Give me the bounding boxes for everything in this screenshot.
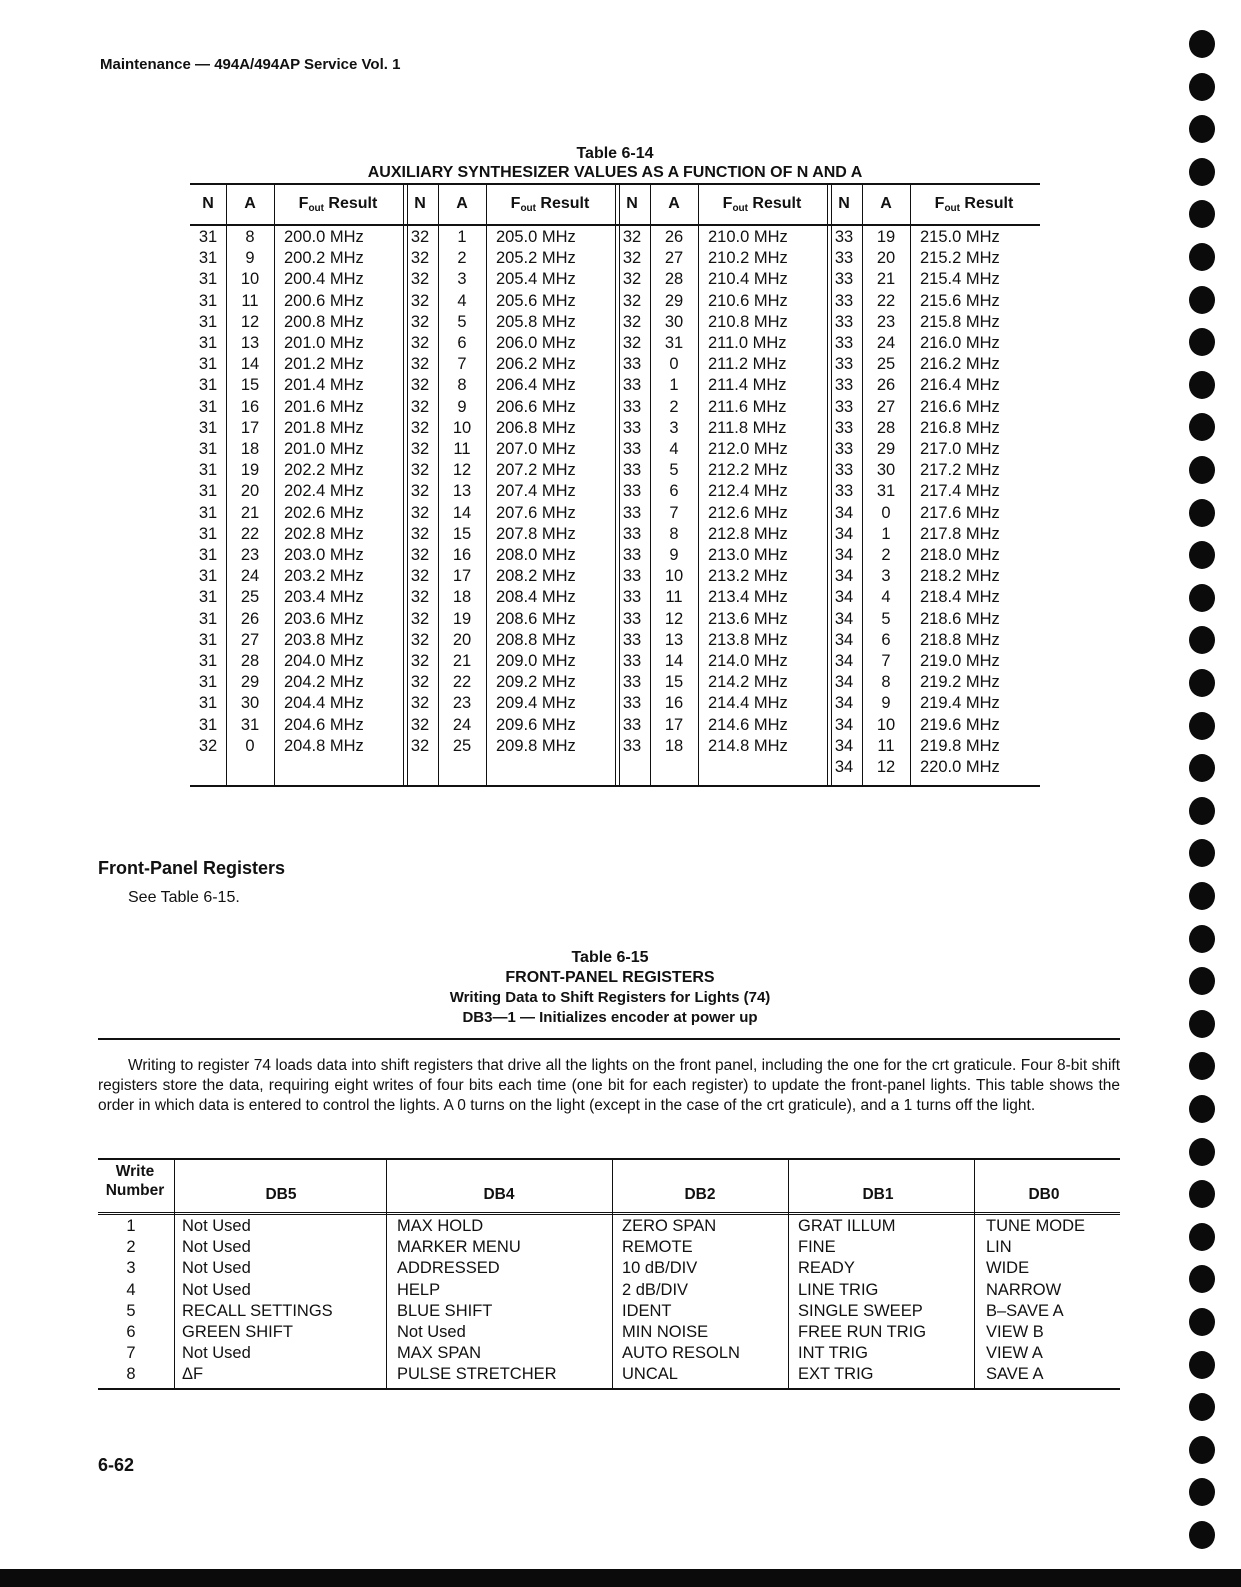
binding-hole: [1189, 499, 1215, 527]
binding-hole: [1189, 1478, 1215, 1506]
n-column: 32 32 32 32 32 32 32 32 32 32 32 32 32 32 32 32 32 32 32 32 32 32 32 32 32: [410, 228, 430, 755]
binding-hole: [1189, 541, 1215, 569]
column-divider: [698, 185, 699, 785]
fout-result-label: Result: [959, 195, 1014, 212]
binding-hole: [1189, 754, 1215, 782]
header-a: A: [456, 195, 468, 212]
binding-hole: [1189, 158, 1215, 186]
fout-column: 215.0 MHz 215.2 MHz 215.4 MHz 215.6 MHz 215.8 MHz 216.0 MHz 216.2 MHz 216.4 MHz 216.6 MHz 216.8 MHz 217.0 MHz 217.2 MHz 217.4 MHz 217.6 MHz 217.8 MHz 218.0 MHz 218.2 MHz 218.4 MHz 218.6 MHz 218.8 MHz 219.0 MHz 219.2 MHz 219.4 MHz 219.6 MHz 219.8 MHz 220.0 MHz: [920, 228, 1000, 777]
fout-result-label: Result: [535, 195, 590, 212]
a-column: 1 2 3 4 5 6 7 8 9 10 11 12 13 14 15 16 17 18 19 20 21 22 23 24 25: [452, 228, 472, 755]
binding-hole: [1189, 115, 1215, 143]
table-6-14: [190, 183, 1040, 787]
header-a: A: [880, 195, 892, 212]
header-a: A: [244, 195, 256, 212]
a-column: 26 27 28 29 30 31 0 1 2 3 4 5 6 7 8 9 10 11 12 13 14 15 16 17 18: [664, 228, 684, 755]
header-fout-result: [698, 185, 826, 224]
header-db1: DB1: [862, 1186, 894, 1203]
binding-hole: [1189, 73, 1215, 101]
table-6-15-subtitle-2: DB3—1 — Initializes encoder at power up: [462, 1009, 758, 1026]
binding-hole: [1189, 882, 1215, 910]
table-6-15: [98, 1158, 1120, 1390]
header-db5: DB5: [265, 1186, 297, 1203]
binding-hole: [1189, 1308, 1215, 1336]
binding-hole: [1189, 1138, 1215, 1166]
binding-hole: [1189, 328, 1215, 356]
fout-subscript: out: [944, 203, 960, 214]
header-n: N: [202, 195, 214, 212]
column-divider: [974, 1160, 975, 1388]
table-6-15-title: FRONT-PANEL REGISTERS: [505, 969, 715, 986]
binding-hole: [1189, 371, 1215, 399]
table-6-14-caption: [190, 144, 1040, 182]
binding-hole: [1189, 200, 1215, 228]
binding-hole: [1189, 286, 1215, 314]
column-divider: [486, 185, 487, 785]
binding-hole: [1189, 456, 1215, 484]
binding-hole: [1189, 1393, 1215, 1421]
column-divider: [650, 185, 651, 785]
column-divider: [862, 185, 863, 785]
table-6-15-header-row: [98, 1160, 1120, 1215]
binding-hole: [1189, 30, 1215, 58]
binding-hole: [1189, 1180, 1215, 1208]
header-n: N: [626, 195, 638, 212]
page-number: 6-62: [98, 1455, 135, 1475]
binding-hole: [1189, 1436, 1215, 1464]
binding-hole: [1189, 797, 1215, 825]
binding-hole: [1189, 1521, 1215, 1549]
fout-result-label: Result: [323, 195, 378, 212]
header-n: N: [414, 195, 426, 212]
header-fout-result: [910, 185, 1038, 224]
column-divider: [274, 185, 275, 785]
table-6-15-caption: [300, 948, 920, 1028]
header-db0: DB0: [1028, 1186, 1060, 1203]
n-column: 32 32 32 32 32 32 33 33 33 33 33 33 33 33 33 33 33 33 33 33 33 33 33 33 33: [622, 228, 642, 755]
header-db4: DB4: [483, 1186, 515, 1203]
header-fout-result: [486, 185, 614, 224]
table-6-15-description: [98, 1038, 1120, 1116]
fout-subscript: out: [732, 203, 748, 214]
db0-column: TUNE MODE LIN WIDE NARROW B–SAVE A VIEW B VIEW A SAVE A: [986, 1217, 1085, 1384]
column-divider: [386, 1160, 387, 1388]
binding-hole: [1189, 967, 1215, 995]
header-write-number: Write Number: [105, 1163, 165, 1199]
table-6-15-number: Table 6-15: [571, 949, 649, 966]
table-6-14-number: Table 6-14: [576, 145, 654, 162]
fout-column: 210.0 MHz 210.2 MHz 210.4 MHz 210.6 MHz 210.8 MHz 211.0 MHz 211.2 MHz 211.4 MHz 211.6 MHz 211.8 MHz 212.0 MHz 212.2 MHz 212.4 MHz 212.6 MHz 212.8 MHz 213.0 MHz 213.2 MHz 213.4 MHz 213.6 MHz 213.8 MHz 214.0 MHz 214.2 MHz 214.4 MHz 214.6 MHz 214.8 MHz: [708, 228, 788, 755]
binding-hole: [1189, 925, 1215, 953]
binding-hole: [1189, 1010, 1215, 1038]
binding-hole: [1189, 1095, 1215, 1123]
running-header: Maintenance — 494A/494AP Service Vol. 1: [100, 56, 401, 73]
binding-hole: [1189, 584, 1215, 612]
header-a: A: [668, 195, 680, 212]
db5-column: Not Used Not Used Not Used Not Used RECALL SETTINGS GREEN SHIFT Not Used ΔF: [182, 1217, 333, 1384]
column-divider: [174, 1160, 175, 1388]
fout-subscript: out: [308, 203, 324, 214]
fout-column: 205.0 MHz 205.2 MHz 205.4 MHz 205.6 MHz 205.8 MHz 206.0 MHz 206.2 MHz 206.4 MHz 206.6 MHz 206.8 MHz 207.0 MHz 207.2 MHz 207.4 MHz 207.6 MHz 207.8 MHz 208.0 MHz 208.2 MHz 208.4 MHz 208.6 MHz 208.8 MHz 209.0 MHz 209.2 MHz 209.4 MHz 209.6 MHz 209.8 MHz: [496, 228, 576, 755]
a-column: 8 9 10 11 12 13 14 15 16 17 18 19 20 21 22 23 24 25 26 27 28 29 30 31 0: [240, 228, 260, 755]
binding-hole: [1189, 1052, 1215, 1080]
binding-hole: [1189, 712, 1215, 740]
db4-column: MAX HOLD MARKER MENU ADDRESSED HELP BLUE SHIFT Not Used MAX SPAN PULSE STRETCHER: [397, 1217, 557, 1384]
fout-symbol: F: [298, 195, 309, 212]
binding-hole: [1189, 1223, 1215, 1251]
description-paragraph: Writing to register 74 loads data into shift registers that drive all the lights on the front panel, including the one for the crt graticule. Four 8-bit shift registers store the data, requiring eight writes of four bits each time (one bit for each register) to update the front-panel lights. This table shows the order in which data is entered to control the lights. A 0 turns on the light (except in the case of the crt graticule), and a 1 turns off the light.: [98, 1057, 1120, 1114]
n-column: 33 33 33 33 33 33 33 33 33 33 33 33 33 34 34 34 34 34 34 34 34 34 34 34 34 34: [834, 228, 854, 777]
binding-hole: [1189, 669, 1215, 697]
fout-symbol: F: [722, 195, 733, 212]
table-6-14-title: AUXILIARY SYNTHESIZER VALUES AS A FUNCTION OF N AND A: [367, 164, 863, 181]
section-see-reference: See Table 6-15.: [128, 889, 240, 906]
binding-hole: [1189, 1265, 1215, 1293]
binding-hole: [1189, 839, 1215, 867]
binding-hole: [1189, 243, 1215, 271]
db2-column: ZERO SPAN REMOTE 10 dB/DIV 2 dB/DIV IDENT MIN NOISE AUTO RESOLN UNCAL: [622, 1217, 740, 1384]
column-divider: [788, 1160, 789, 1388]
binding-hole: [1189, 626, 1215, 654]
fout-symbol: F: [934, 195, 945, 212]
column-divider: [226, 185, 227, 785]
fout-result-label: Result: [747, 195, 802, 212]
binding-hole: [1189, 1351, 1215, 1379]
header-db2: DB2: [684, 1186, 716, 1203]
fout-column: 200.0 MHz 200.2 MHz 200.4 MHz 200.6 MHz 200.8 MHz 201.0 MHz 201.2 MHz 201.4 MHz 201.6 MHz 201.8 MHz 201.0 MHz 202.2 MHz 202.4 MHz 202.6 MHz 202.8 MHz 203.0 MHz 203.2 MHz 203.4 MHz 203.6 MHz 203.8 MHz 204.0 MHz 204.2 MHz 204.4 MHz 204.6 MHz 204.8 MHz: [284, 228, 364, 755]
a-column: 19 20 21 22 23 24 25 26 27 28 29 30 31 0 1 2 3 4 5 6 7 8 9 10 11 12: [876, 228, 896, 777]
column-divider: [910, 185, 911, 785]
column-divider: [438, 185, 439, 785]
write-number-column: 1 2 3 4 5 6 7 8: [126, 1217, 136, 1384]
binding-hole: [1189, 413, 1215, 441]
db1-column: GRAT ILLUM FINE READY LINE TRIG SINGLE SWEEP FREE RUN TRIG INT TRIG EXT TRIG: [798, 1217, 927, 1384]
column-divider: [612, 1160, 613, 1388]
fout-symbol: F: [510, 195, 521, 212]
section-title: Front-Panel Registers: [98, 858, 286, 878]
scan-edge-bar: [0, 1569, 1241, 1587]
header-fout-result: [274, 185, 402, 224]
fout-subscript: out: [520, 203, 536, 214]
header-n: N: [838, 195, 850, 212]
table-6-15-subtitle: Writing Data to Shift Registers for Lights (74): [449, 989, 771, 1006]
n-column: 31 31 31 31 31 31 31 31 31 31 31 31 31 31 31 31 31 31 31 31 31 31 31 31 32: [198, 228, 218, 755]
